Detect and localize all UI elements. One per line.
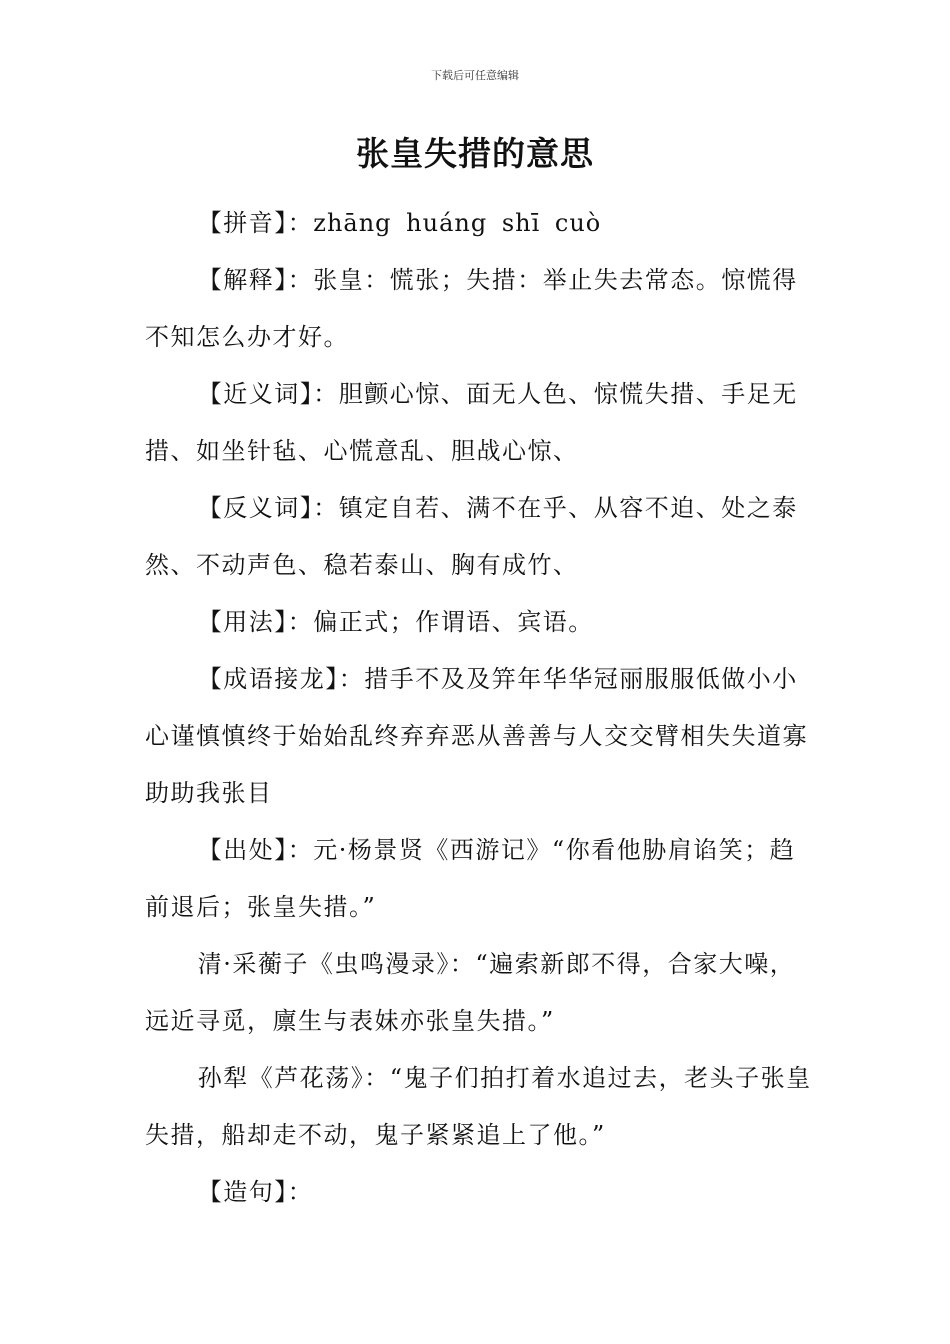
explanation-paragraph: 【解释】：张皇：慌张；失措：举止失去常态。惊慌得不知怎么办才好。 [145, 266, 798, 351]
pinyin-paragraph [145, 195, 817, 252]
pinyin-label: 【拼音】： [197, 209, 314, 237]
synonyms-paragraph: 【近义词】：胆颤心惊、面无人色、惊慌失措、手足无措、如坐针毡、心慌意乱、胆战心惊、 [145, 380, 798, 465]
usage-paragraph: 【用法】：偏正式；作谓语、宾语。 [197, 608, 594, 636]
idiom-chain-paragraph: 【成语接龙】：措手不及及笄年华华冠丽服服低做小小心谨慎慎终于始始乱终弃弃恶从善善与人交交臂相失失道寡助助我张目 [145, 665, 808, 807]
pinyin-value: zhāng huáng shī cuò [313, 209, 602, 237]
source-paragraph: 【出处】：元·杨景贤《西游记》“你看他胁肩谄笑；趋前退后；张皇失措。” [145, 836, 796, 921]
page-title: 张皇失措的意思 [356, 134, 594, 173]
source-sunli-paragraph: 孙犁《芦花荡》：“鬼子们拍打着水追过去，老头子张皇失措，船却走不动，鬼子紧紧追上了他。” [145, 1064, 812, 1149]
header-note: 下载后可任意编辑 [431, 69, 519, 82]
source-qing-paragraph: 清·采蘅子《虫鸣漫录》：“遍索新郎不得，合家大噪，远近寻觅，廪生与表妹亦张皇失措。” [145, 950, 796, 1035]
antonyms-paragraph: 【反义词】：镇定自若、满不在乎、从容不迫、处之泰然、不动声色、稳若泰山、胸有成竹、 [145, 494, 798, 579]
document-body [145, 195, 817, 1221]
example-sentence-label: 【造句】： [197, 1178, 314, 1206]
